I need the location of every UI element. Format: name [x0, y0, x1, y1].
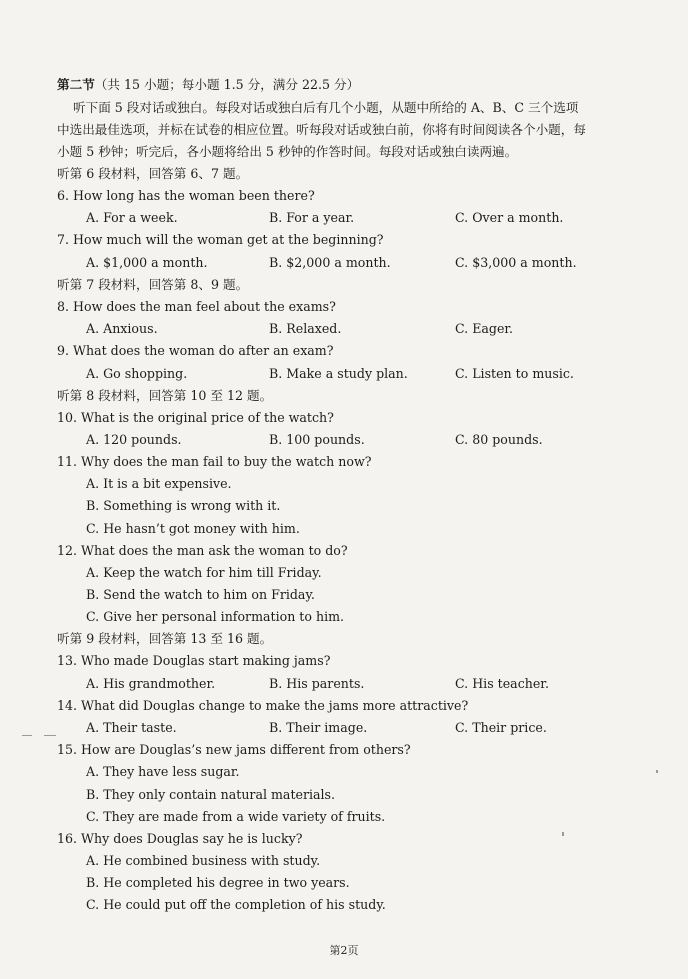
option-c: C. Over a month. [455, 210, 564, 225]
option-a: A. Keep the watch for him till Friday. [86, 565, 322, 580]
option-a: A. He combined business with study. [86, 853, 321, 868]
option-c: C. Their price. [455, 720, 547, 735]
option-b: B. Their image. [269, 720, 368, 735]
scan-mark [656, 770, 658, 773]
option-b: B. His parents. [269, 676, 365, 691]
instruction-line-2: 中选出最佳选项，并标在试卷的相应位置。听每段对话或独白前，你将有时间阅读各个小题，每 [57, 122, 586, 137]
option-b: B. For a year. [269, 210, 355, 225]
question-text: 15. How are Douglas’s new jams different from others? [57, 742, 411, 757]
option-a: A. Go shopping. [86, 366, 188, 381]
option-b: B. Make a study plan. [269, 366, 408, 381]
option-c: C. He hasn’t got money with him. [86, 521, 300, 536]
option-c: C. He could put off the completion of his study. [86, 897, 386, 912]
option-a: A. 120 pounds. [86, 432, 182, 447]
option-b: B. Send the watch to him on Friday. [86, 587, 315, 602]
option-b: B. Something is wrong with it. [86, 498, 281, 513]
option-a: A. It is a bit expensive. [86, 476, 232, 491]
question-text: 12. What does the man ask the woman to do? [57, 543, 348, 558]
option-a: A. $1,000 a month. [86, 255, 208, 270]
option-b: B. 100 pounds. [269, 432, 365, 447]
scan-mark [22, 735, 32, 736]
question-text: 9. What does the woman do after an exam? [57, 343, 334, 358]
option-a: A. They have less sugar. [86, 764, 240, 779]
option-a: A. For a week. [86, 210, 178, 225]
option-a: A. His grandmother. [86, 676, 216, 691]
question-text: 10. What is the original price of the watch? [57, 410, 334, 425]
option-b: B. They only contain natural materials. [86, 787, 336, 802]
question-text: 7. How much will the woman get at the beginning? [57, 232, 384, 247]
group-label: 听第 6 段材料，回答第 6、7 题。 [57, 166, 249, 181]
option-c: C. His teacher. [455, 676, 549, 691]
group-label: 听第 9 段材料，回答第 13 至 16 题。 [57, 631, 273, 646]
question-text: 16. Why does Douglas say he is lucky? [57, 831, 303, 846]
option-a: A. Anxious. [86, 321, 158, 336]
option-b: B. He completed his degree in two years. [86, 875, 350, 890]
question-text: 14. What did Douglas change to make the jams more attractive? [57, 698, 469, 713]
section-title: 第二节 [57, 77, 95, 92]
option-a: A. Their taste. [86, 720, 177, 735]
question-text: 11. Why does the man fail to buy the watch now? [57, 454, 372, 469]
scan-mark [44, 735, 56, 736]
option-c: C. Listen to music. [455, 366, 574, 381]
section-subtitle: （共 15 小题；每小题 1.5 分，满分 22.5 分） [94, 77, 360, 92]
group-label: 听第 8 段材料，回答第 10 至 12 题。 [57, 388, 273, 403]
option-c: C. Give her personal information to him. [86, 609, 345, 624]
section-heading [57, 77, 359, 93]
option-c: C. $3,000 a month. [455, 255, 577, 270]
option-c: C. Eager. [455, 321, 514, 336]
instruction-line-1: 听下面 5 段对话或独白。每段对话或独白后有几个小题，从题中所给的 A、B、C 三个选项 [73, 100, 579, 115]
group-label: 听第 7 段材料，回答第 8、9 题。 [57, 277, 249, 292]
option-c: C. 80 pounds. [455, 432, 543, 447]
option-c: C. They are made from a wide variety of fruits. [86, 809, 386, 824]
page-number: 第2页 [329, 944, 359, 957]
option-b: B. $2,000 a month. [269, 255, 391, 270]
question-text: 13. Who made Douglas start making jams? [57, 653, 331, 668]
scan-mark [562, 832, 564, 836]
option-b: B. Relaxed. [269, 321, 342, 336]
instruction-line-3: 小题 5 秒钟；听完后，各小题将给出 5 秒钟的作答时间。每段对话或独白读两遍。 [57, 144, 518, 159]
question-text: 8. How does the man feel about the exams? [57, 299, 336, 314]
question-text: 6. How long has the woman been there? [57, 188, 315, 203]
